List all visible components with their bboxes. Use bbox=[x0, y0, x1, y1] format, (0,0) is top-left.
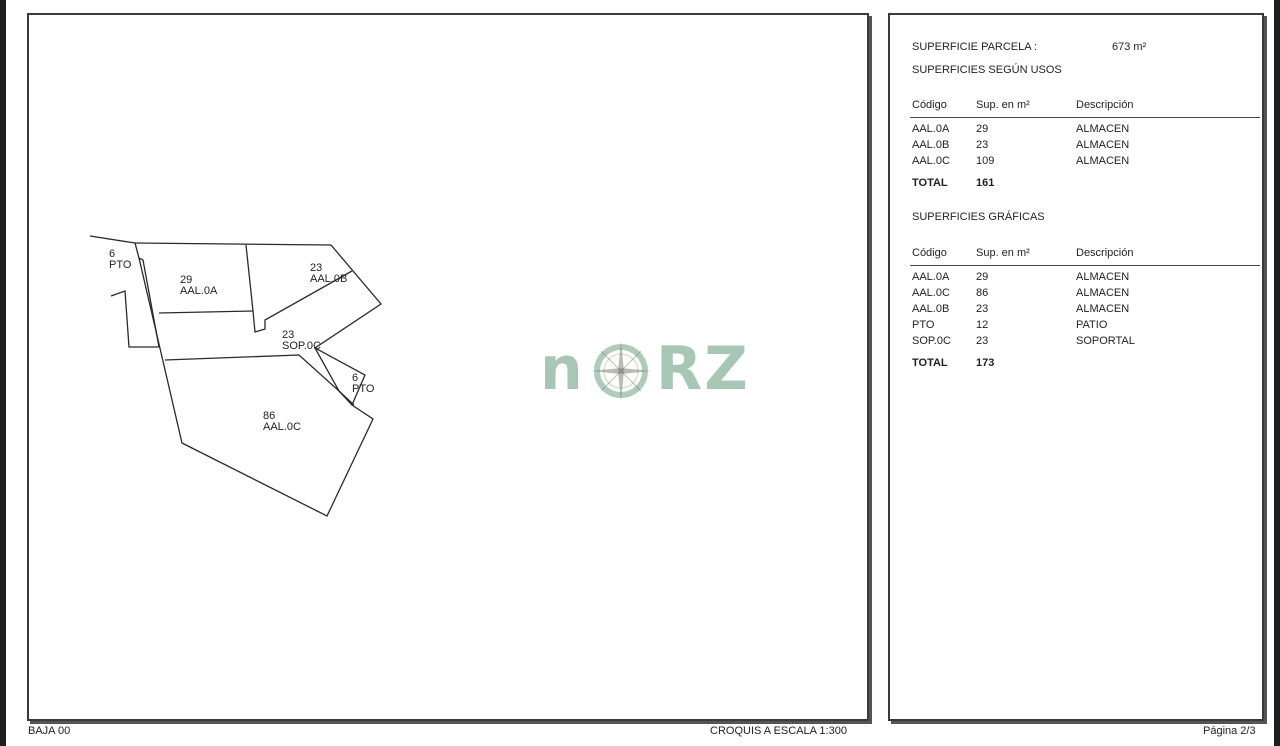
plan-label-code: PTO bbox=[352, 383, 375, 395]
row-area: 86 bbox=[976, 287, 989, 299]
parcel-area-label: SUPERFICIE PARCELA : bbox=[912, 41, 1038, 53]
parcel-area-value: 673 m² bbox=[1112, 41, 1147, 53]
right-dark-edge bbox=[1274, 0, 1280, 746]
floor-label: BAJA 00 bbox=[28, 725, 71, 737]
page-number: Página 2/3 bbox=[1203, 725, 1256, 737]
row-code: AAL.0B bbox=[912, 303, 950, 315]
uses-total-label: TOTAL bbox=[912, 177, 948, 189]
plan-label-code: PTO bbox=[109, 259, 132, 271]
watermark-text-right: RZ bbox=[656, 334, 750, 404]
aal0a-lower-edge bbox=[159, 311, 253, 313]
row-description: ALMACEN bbox=[1076, 155, 1130, 167]
row-area: 23 bbox=[976, 139, 989, 151]
column-header-area: Sup. en m² bbox=[976, 247, 1030, 259]
plan-label-code: AAL.0B bbox=[310, 273, 348, 285]
graphic-section-title: SUPERFICIES GRÁFICAS bbox=[912, 211, 1045, 223]
plan-label-code: AAL.0A bbox=[180, 285, 218, 297]
plan-label-code: AAL.0C bbox=[263, 421, 301, 433]
watermark-text-left: n bbox=[540, 334, 585, 404]
row-code: SOP.0C bbox=[912, 335, 951, 347]
plan-label-value: 6 bbox=[352, 372, 359, 384]
plan-label-value: 23 bbox=[282, 329, 295, 341]
column-header-description: Descripción bbox=[1076, 99, 1134, 111]
divider-a-b bbox=[246, 245, 253, 311]
uses-section-title: SUPERFICIES SEGÚN USOS bbox=[912, 64, 1062, 76]
row-description: SOPORTAL bbox=[1076, 335, 1135, 347]
row-area: 29 bbox=[976, 271, 989, 283]
left-dark-edge bbox=[0, 0, 6, 746]
plan-label-value: 29 bbox=[180, 274, 193, 286]
uses-total-value: 161 bbox=[976, 177, 995, 189]
plan-label-value: 6 bbox=[109, 248, 116, 260]
row-description: ALMACEN bbox=[1076, 139, 1130, 151]
row-code: AAL.0A bbox=[912, 271, 950, 283]
graphic-total-label: TOTAL bbox=[912, 357, 948, 369]
row-code: AAL.0A bbox=[912, 123, 950, 135]
column-header-area: Sup. en m² bbox=[976, 99, 1030, 111]
column-header-description: Descripción bbox=[1076, 247, 1134, 259]
watermark-logo bbox=[538, 333, 748, 413]
graphic-total-value: 173 bbox=[976, 357, 995, 369]
surfaces-table-panel bbox=[888, 13, 1264, 721]
plan-label-value: 23 bbox=[310, 262, 323, 274]
plan-label-value: 86 bbox=[263, 410, 276, 422]
row-description: ALMACEN bbox=[1076, 271, 1130, 283]
row-code: AAL.0C bbox=[912, 155, 950, 167]
row-area: 23 bbox=[976, 303, 989, 315]
row-code: PTO bbox=[912, 319, 935, 331]
row-area: 12 bbox=[976, 319, 989, 331]
column-header-code: Código bbox=[912, 247, 947, 259]
row-description: PATIO bbox=[1076, 319, 1108, 331]
header-divider bbox=[910, 265, 1260, 266]
compass-icon bbox=[588, 335, 656, 411]
pto-strip-outline bbox=[90, 236, 159, 347]
row-code: AAL.0B bbox=[912, 139, 950, 151]
row-code: AAL.0C bbox=[912, 287, 950, 299]
row-area: 109 bbox=[976, 155, 995, 167]
column-header-code: Código bbox=[912, 99, 947, 111]
pto-right-edge bbox=[315, 348, 354, 405]
scale-label: CROQUIS A ESCALA 1:300 bbox=[710, 725, 847, 737]
row-description: ALMACEN bbox=[1076, 123, 1130, 135]
header-divider bbox=[910, 117, 1260, 118]
plan-label-code: SOP.0C bbox=[282, 340, 321, 352]
row-description: ALMACEN bbox=[1076, 303, 1130, 315]
sop0c-lower-edge bbox=[165, 355, 352, 405]
row-area: 29 bbox=[976, 123, 989, 135]
row-description: ALMACEN bbox=[1076, 287, 1130, 299]
row-area: 23 bbox=[976, 335, 989, 347]
